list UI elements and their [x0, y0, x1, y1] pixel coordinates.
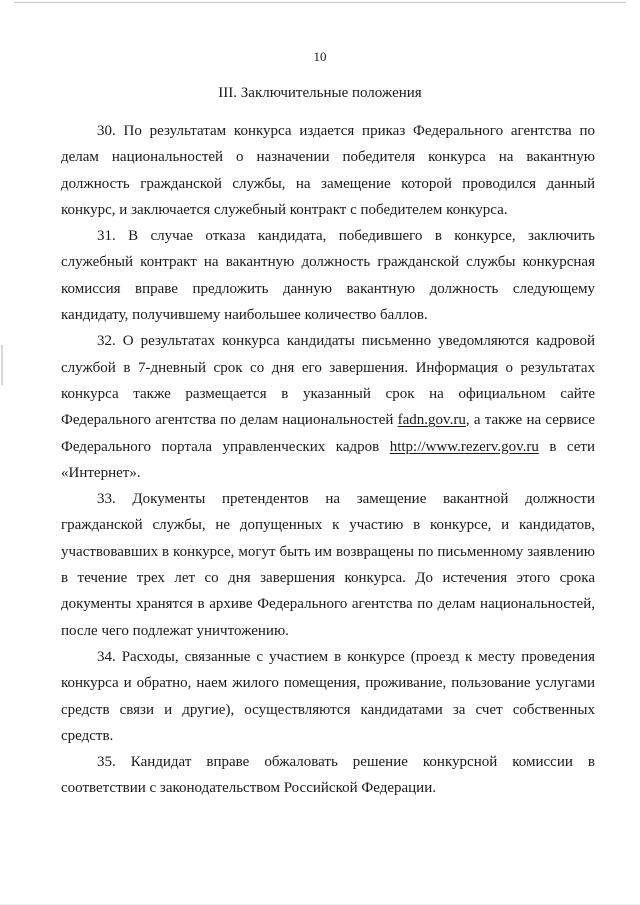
paragraph-32-text-middle: , а также на сервисе Федерального портала управленческих кадров — [61, 412, 595, 455]
paragraph-30: 30. По результатам конкурса издается приказ Федерального агентства по делам национальностей о назначении победителя конкурса на вакантную должность гражданской службы, на замещение которой проводился данный конкурс, и заключается служебный контракт с победителем конкурса. — [61, 123, 595, 218]
scan-margin-mark — [1, 345, 3, 385]
paragraph-31: 31. В случае отказа кандидата, победившего в конкурсе, заключить служебный контракт на вакантную должность гражданской службы конкурсная комиссия вправе предложить данную вакантную должность следующему кандидату, получившему наибольшее количество баллов. — [61, 228, 595, 324]
page-number: 10 — [313, 49, 327, 64]
page-top-border — [14, 2, 626, 3]
rezerv-link[interactable]: http://www.rezerv.gov.ru — [389, 438, 539, 455]
paragraph-32-text-start: 32. О результатах конкурса кандидаты письменно уведомляются кадровой службой в 7-дневный срок со дня его завершения. Информация о результатах конкурса также размещается в указанный срок на официальном сайте Федерального агентства по делам национальностей — [61, 333, 595, 429]
paragraph-35: 35. Кандидат вправе обжаловать решение конкурсной комиссии в соответствии с законодательством Российской Федерации. — [61, 754, 595, 797]
document-body — [61, 118, 595, 802]
paragraph-34: 34. Расходы, связанные с участием в конкурсе (проезд к месту проведения конкурса и обратно, наем жилого помещения, проживание, пользование услугами средств связи и другие), осуществляются кандидатами за счет собственных средств. — [61, 648, 595, 744]
fadn-link[interactable]: fadn.gov.ru — [397, 412, 466, 429]
paragraph-32-text-end: в сети «Интернет». — [61, 438, 595, 481]
paragraph-32 — [61, 328, 595, 486]
section-title: III. Заключительные положения — [218, 85, 422, 101]
paragraph-33: 33. Документы претендентов на замещение вакантной должности гражданской службы, не допущенных к участию в конкурсе, и кандидатов, участвовавших в конкурсе, могут быть им возвращены по письменному заявлению в течение трех лет со дня завершения конкурса. До истечения этого срока документы хранятся в архиве Федерального агентства по делам национальностей, после чего подлежат уничтожению. — [61, 491, 595, 639]
